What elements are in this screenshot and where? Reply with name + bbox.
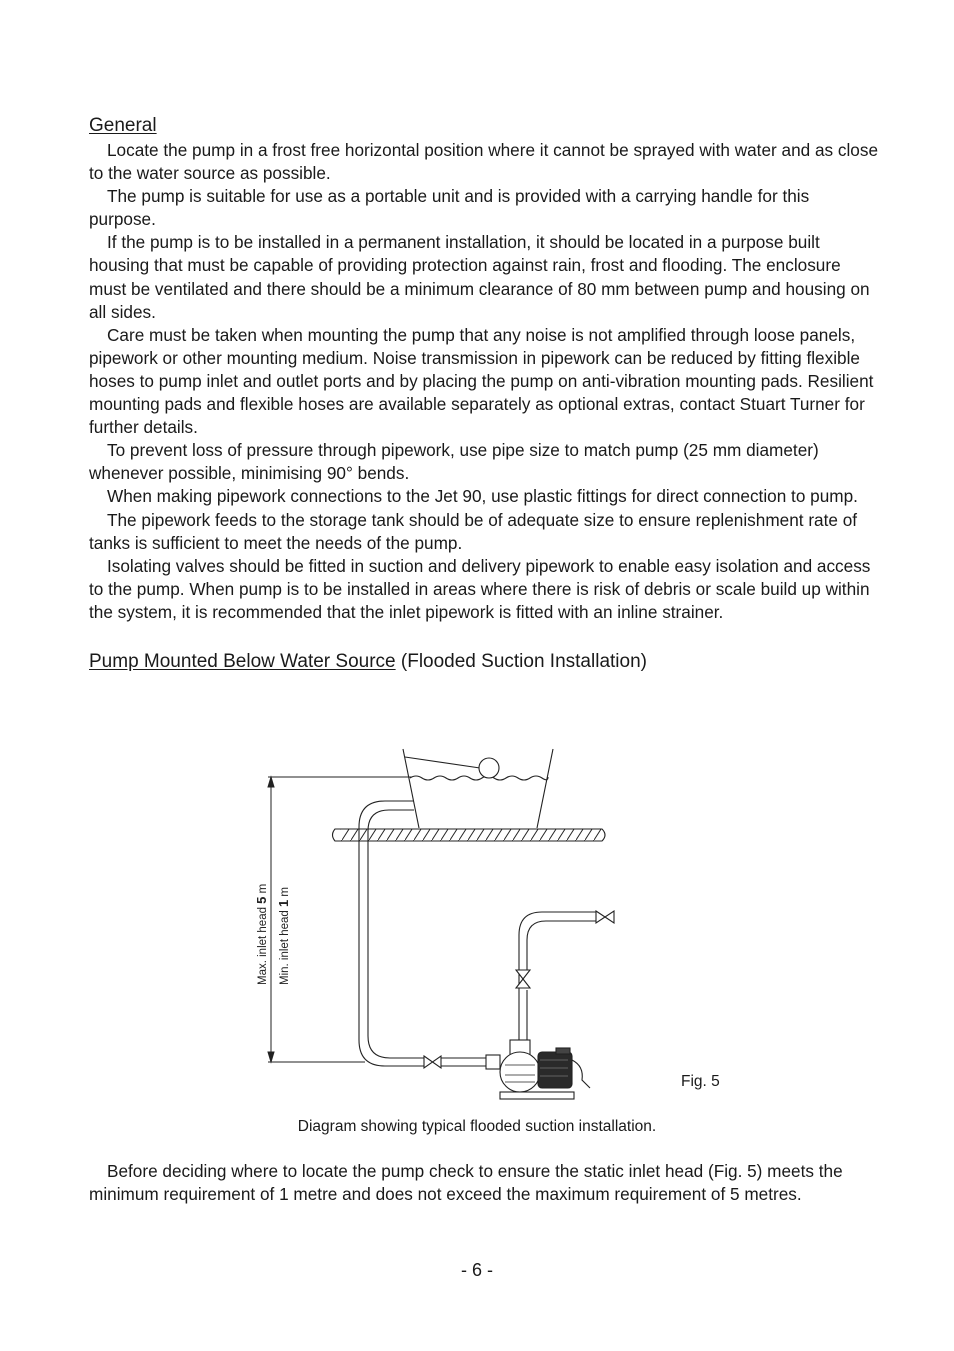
max-inlet-head-label: Max. inlet head 5 m bbox=[254, 883, 269, 985]
pump-icon bbox=[486, 1040, 590, 1099]
paragraph: To prevent loss of pressure through pipework, use pipe size to match pump (25 mm diameter) whenever possible, minimising 90° bends. bbox=[89, 440, 819, 484]
figure-label: Fig. 5 bbox=[681, 1073, 720, 1090]
suction-valve-icon bbox=[424, 1056, 441, 1068]
paragraph: When making pipework connections to the Jet 90, use plastic fittings for direct connection to pump. bbox=[107, 486, 858, 507]
paragraph: Care must be taken when mounting the pump that any noise is not amplified through loose panels, pipework or other mounting medium. Noise transmission in pipework can be reduced by fitting flexible hoses to pump inlet and outlet ports and by placing the pump on anti-vibration mounting pads. Resilient mounting pads and flexible hoses are available separately as optional extras, contact Stuart Turner for further details. bbox=[89, 324, 874, 438]
min-inlet-head-label: Min. inlet head 1 m bbox=[276, 886, 291, 985]
section-heading-flooded-suction: Pump Mounted Below Water Source (Flooded Suction Installation) bbox=[89, 650, 647, 672]
paragraph: The pump is suitable for use as a portable unit and is provided with a carrying handle for this purpose. bbox=[89, 186, 810, 230]
paragraph: Before deciding where to locate the pump check to ensure the static inlet head (Fig. 5) meets the minimum requirement of 1 metre and does not exceed the maximum requirement of 5 metres. bbox=[89, 1161, 843, 1205]
figure-caption: Diagram showing typical flooded suction installation. bbox=[297, 1118, 657, 1135]
riser-valve-icon bbox=[516, 970, 530, 988]
delivery-valve-icon bbox=[596, 911, 614, 923]
delivery-pipe bbox=[519, 912, 596, 1048]
inlet-head-paragraph bbox=[89, 1160, 879, 1206]
paragraph: The pipework feeds to the storage tank should be of adequate size to ensure replenishment rate of tanks is sufficient to meet the needs of the pump. bbox=[89, 509, 858, 553]
paragraph: If the pump is to be installed in a permanent installation, it should be located in a purpose built housing that must be capable of providing protection against rain, frost and flooding. The enclosure must be ventilated and there should be a minimum clearance of 80 mm between pump and housing on all sides. bbox=[89, 232, 870, 322]
floor-slab bbox=[333, 829, 606, 841]
section-heading-general: General bbox=[89, 115, 157, 136]
tank bbox=[403, 749, 553, 828]
paragraph: Isolating valves should be fitted in suction and delivery pipework to enable easy isolation and access to the pump. When pump is to be installed in areas where there is risk of debris or scale build up within the system, it is recommended that the inlet pipework is fitted with an inline strainer. bbox=[89, 555, 871, 622]
paragraph: Locate the pump in a frost free horizontal position where it cannot be sprayed with water and as close to the water source as possible. bbox=[89, 140, 879, 184]
page-number: - 6 - bbox=[460, 1260, 493, 1280]
